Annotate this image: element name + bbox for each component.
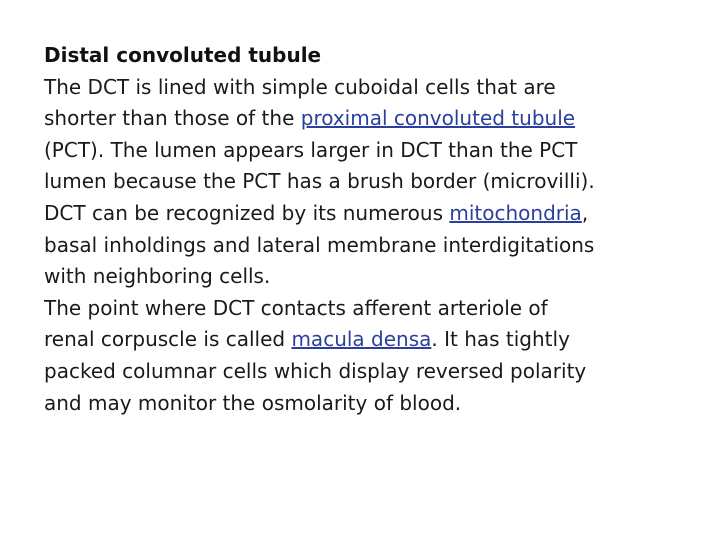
paragraph-2-line-2 xyxy=(44,324,684,356)
paragraph-2-line-3: packed columnar cells which display reversed polarity xyxy=(44,358,587,383)
paragraph-1-line-4: lumen because the PCT has a brush border (microvilli). xyxy=(44,169,595,194)
proximal-convoluted-tubule-link[interactable]: proximal convoluted tubule xyxy=(300,106,576,131)
text-segment: , xyxy=(581,200,589,225)
text-segment: . It has tightly xyxy=(431,327,570,352)
macula-densa-link[interactable]: macula densa xyxy=(291,327,432,352)
paragraph-2-line-1: The point where DCT contacts afferent arteriole of xyxy=(44,295,548,320)
text-segment: shorter than those of the xyxy=(44,106,301,131)
slide-title: Distal convoluted tubule xyxy=(44,43,322,67)
text-segment: DCT can be recognized by its numerous xyxy=(44,200,450,225)
paragraph-1-line-3: (PCT). The lumen appears larger in DCT than the PCT xyxy=(44,137,578,162)
text-segment: renal corpuscle is called xyxy=(44,327,292,352)
paragraph-1-line-6: basal inholdings and lateral membrane interdigitations xyxy=(44,232,595,257)
paragraph-1-line-1: The DCT is lined with simple cuboidal cells that are xyxy=(44,74,556,99)
paragraph-1-line-2 xyxy=(44,103,684,135)
mitochondria-link[interactable]: mitochondria xyxy=(449,200,582,225)
slide-body xyxy=(44,40,684,419)
paragraph-1-line-7: with neighboring cells. xyxy=(44,264,271,289)
paragraph-1-line-5 xyxy=(44,198,684,230)
paragraph-2-line-4: and may monitor the osmolarity of blood. xyxy=(44,390,462,415)
